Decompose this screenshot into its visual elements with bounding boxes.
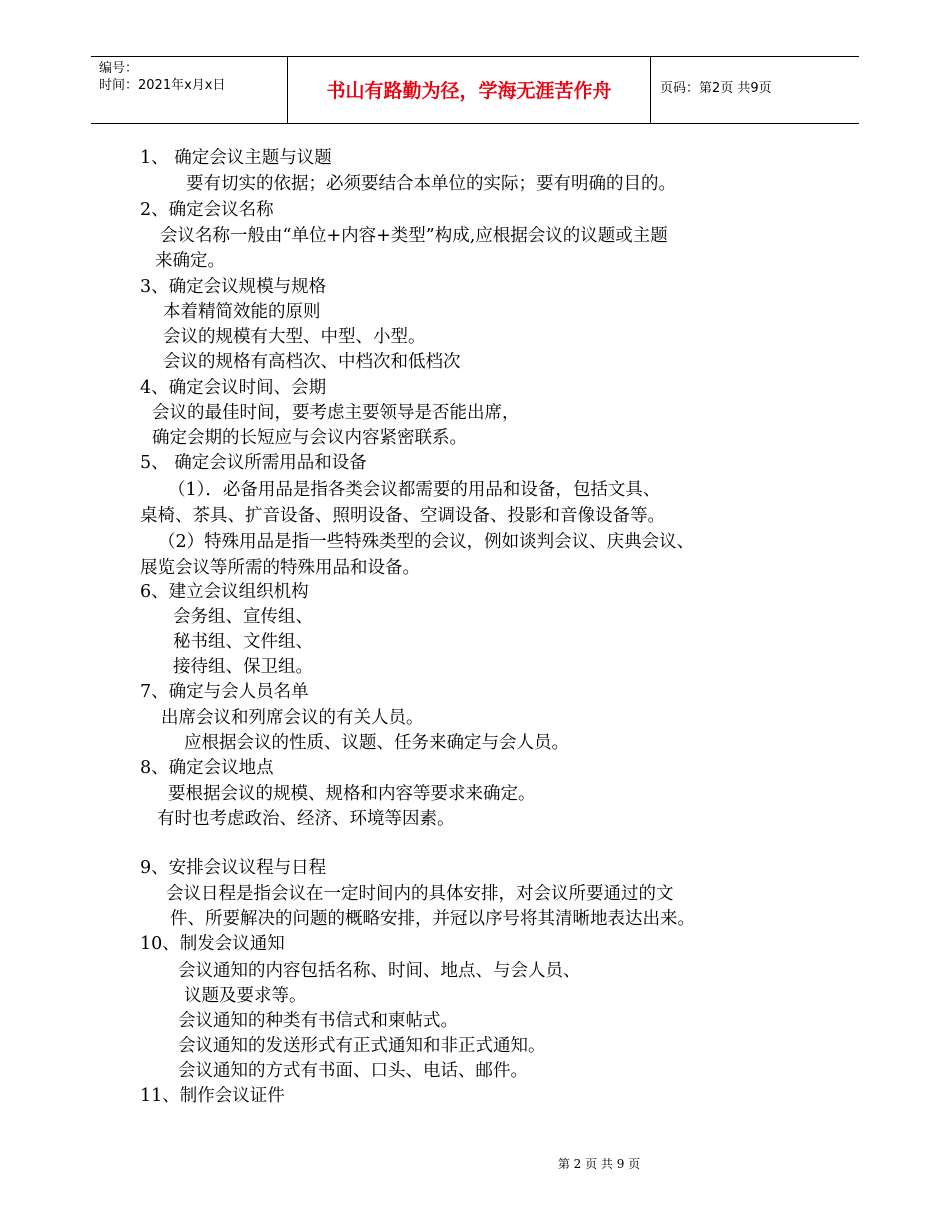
heading-8: 8、确定会议地点 [140, 758, 274, 778]
heading-2: 2、确定会议名称 [140, 200, 274, 220]
paragraph-line: 会议名称一般由“单位+内容+类型”构成,应根据会议的议题或主题 [160, 226, 668, 246]
heading-5: 5、 确定会议所需用品和设备 [140, 453, 367, 473]
heading-9: 9、安排会议议程与日程 [140, 858, 327, 878]
paragraph-line: 会议通知的发送形式有正式通知和非正式通知。 [178, 1036, 546, 1056]
page-footer: 第 2 页 共 9 页 [557, 1157, 641, 1171]
paragraph-line: 出席会议和列席会议的有关人员。 [161, 708, 424, 728]
paragraph-line: 确定会期的长短应与会议内容紧密联系。 [152, 428, 467, 448]
paragraph-line: 桌椅、茶具、扩音设备、照明设备、空调设备、投影和音像设备等。 [140, 506, 665, 526]
paragraph-line: 有时也考虑政治、经济、环境等因素。 [157, 809, 455, 829]
header-page-info: 页码：第2页 共9页 [660, 81, 772, 96]
paragraph-line: 会议通知的内容包括名称、时间、地点、与会人员、 [178, 961, 581, 981]
heading-7: 7、确定与会人员名单 [140, 682, 309, 702]
header-motto: 书山有路勤为径，学海无涯苦作舟 [326, 80, 612, 102]
paragraph-line: 会议的规模有大型、中型、小型。 [163, 327, 426, 347]
paragraph-line: 会议的最佳时间，要考虑主要领导是否能出席， [152, 403, 520, 423]
time-label: 时间：2021年x月x日 [99, 78, 226, 93]
paragraph-line: （1）．必备用品是指各类会议都需要的用品和设备，包括文具、 [168, 480, 661, 500]
paragraph-line: 会务组、宣传组、 [173, 607, 313, 627]
paragraph-line: 展览会议等所需的特殊用品和设备。 [140, 558, 420, 578]
paragraph-line: 会议日程是指会议在一定时间内的具体安排，对会议所要通过的文 [166, 884, 674, 904]
paragraph-line: 本着精简效能的原则 [163, 302, 321, 322]
heading-3: 3、确定会议规模与规格 [140, 277, 327, 297]
paragraph-line: 要有切实的依据；必须要结合本单位的实际；要有明确的目的。 [186, 174, 676, 194]
number-label: 编号： [99, 61, 139, 76]
heading-1: 1、 确定会议主题与议题 [140, 148, 332, 168]
heading-6: 6、建立会议组织机构 [140, 582, 309, 602]
paragraph-line: 秘书组、文件组、 [173, 632, 313, 652]
heading-10: 10、制发会议通知 [140, 934, 285, 954]
paragraph-line: 应根据会议的性质、议题、任务来确定与会人员。 [184, 733, 569, 753]
paragraph-line: 会议通知的种类有书信式和柬帖式。 [178, 1011, 458, 1031]
paragraph-line: 来确定。 [155, 251, 225, 271]
paragraph-line: 会议通知的方式有书面、口头、电话、邮件。 [178, 1061, 528, 1081]
paragraph-line: 接待组、保卫组。 [173, 657, 313, 677]
paragraph-line: 议题及要求等。 [184, 986, 307, 1006]
paragraph-line: 要根据会议的规模、规格和内容等要求来确定。 [168, 784, 536, 804]
paragraph-line: （2）特殊用品是指一些特殊类型的会议，例如谈判会议、庆典会议、 [158, 532, 695, 552]
heading-4: 4、确定会议时间、会期 [140, 378, 327, 398]
heading-11: 11、制作会议证件 [140, 1086, 285, 1106]
paragraph-line: 件、所要解决的问题的概略安排，并冠以序号将其清晰地表达出来。 [170, 909, 695, 929]
paragraph-line: 会议的规格有高档次、中档次和低档次 [163, 352, 461, 372]
